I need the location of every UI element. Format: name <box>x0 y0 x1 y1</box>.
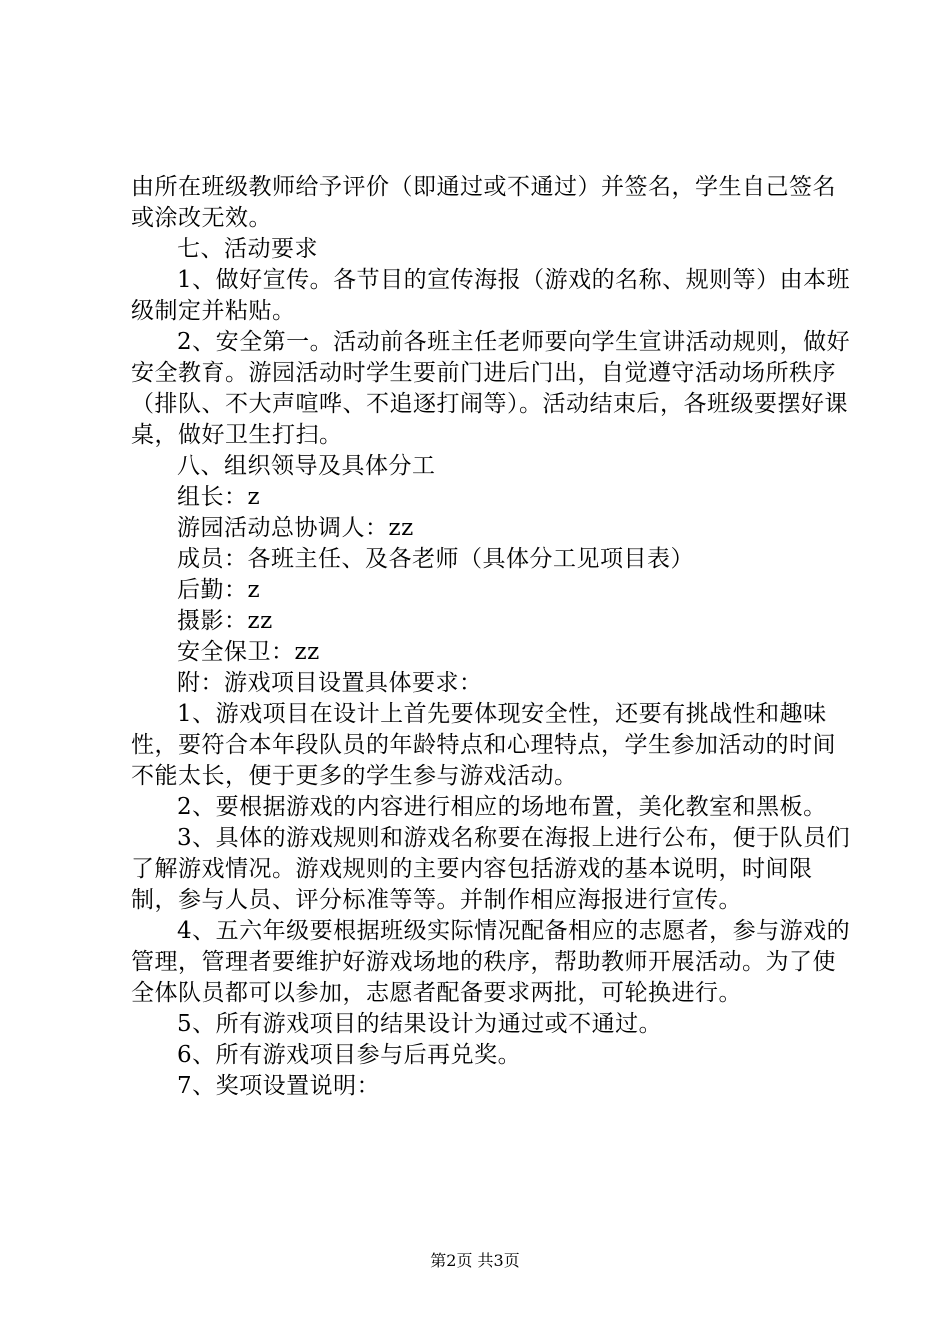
document-body <box>131 172 851 1102</box>
paragraph: 安全保卫：zz <box>177 639 320 665</box>
paragraph: 3、具体的游戏规则和游戏名称要在海报上进行公布，便于队员们了解游戏情况。游戏规则的主要内容包括游戏的基本说明，时间限制，参与人员、评分标准等等。并制作相应海报进行宣传。 <box>131 825 851 913</box>
paragraph: 游园活动总协调人：zz <box>177 515 414 541</box>
paragraph: 1、游戏项目在设计上首先要体现安全性，还要有挑战性和趣味性，要符合本年段队员的年龄特点和心理特点，学生参加活动的时间不能太长，便于更多的学生参与游戏活动。 <box>131 701 836 789</box>
paragraph: 6、所有游戏项目参与后再兑奖。 <box>177 1042 522 1068</box>
paragraph: 4、五六年级要根据班级实际情况配备相应的志愿者，参与游戏的管理，管理者要维护好游戏场地的秩序，帮助教师开展活动。为了使全体队员都可以参加，志愿者配备要求两批，可轮换进行。 <box>131 918 851 1006</box>
paragraph: 1、做好宣传。各节目的宣传海报（游戏的名称、规则等）由本班级制定并粘贴。 <box>131 267 851 324</box>
section-heading-activity-requirements: 七、活动要求 <box>177 236 318 262</box>
paragraph: 摄影：zz <box>177 608 273 634</box>
paragraph: 2、安全第一。活动前各班主任老师要向学生宣讲活动规则，做好安全教育。游园活动时学生要前门进后门出，自觉遵守活动场所秩序（排队、不大声喧哗、不追逐打闹等）。活动结束后，各班级要摆好课桌，做好卫生打扫。 <box>131 329 851 448</box>
paragraph: 组长：z <box>177 484 261 510</box>
paragraph: 2、要根据游戏的内容进行相应的场地布置，美化教室和黑板。 <box>177 794 827 820</box>
section-heading-appendix: 附：游戏项目设置具体要求： <box>177 670 483 696</box>
section-heading-organization: 八、组织领导及具体分工 <box>177 453 436 479</box>
paragraph: 由所在班级教师给予评价（即通过或不通过）并签名，学生自己签名或涂改无效。 <box>131 174 836 231</box>
page-number-footer: 第2页 共3页 <box>430 1251 520 1270</box>
paragraph: 成员：各班主任、及各老师（具体分工见项目表） <box>177 546 694 572</box>
paragraph: 后勤：z <box>177 577 261 603</box>
paragraph: 7、奖项设置说明： <box>177 1073 381 1099</box>
paragraph: 5、所有游戏项目的结果设计为通过或不通过。 <box>177 1011 663 1037</box>
